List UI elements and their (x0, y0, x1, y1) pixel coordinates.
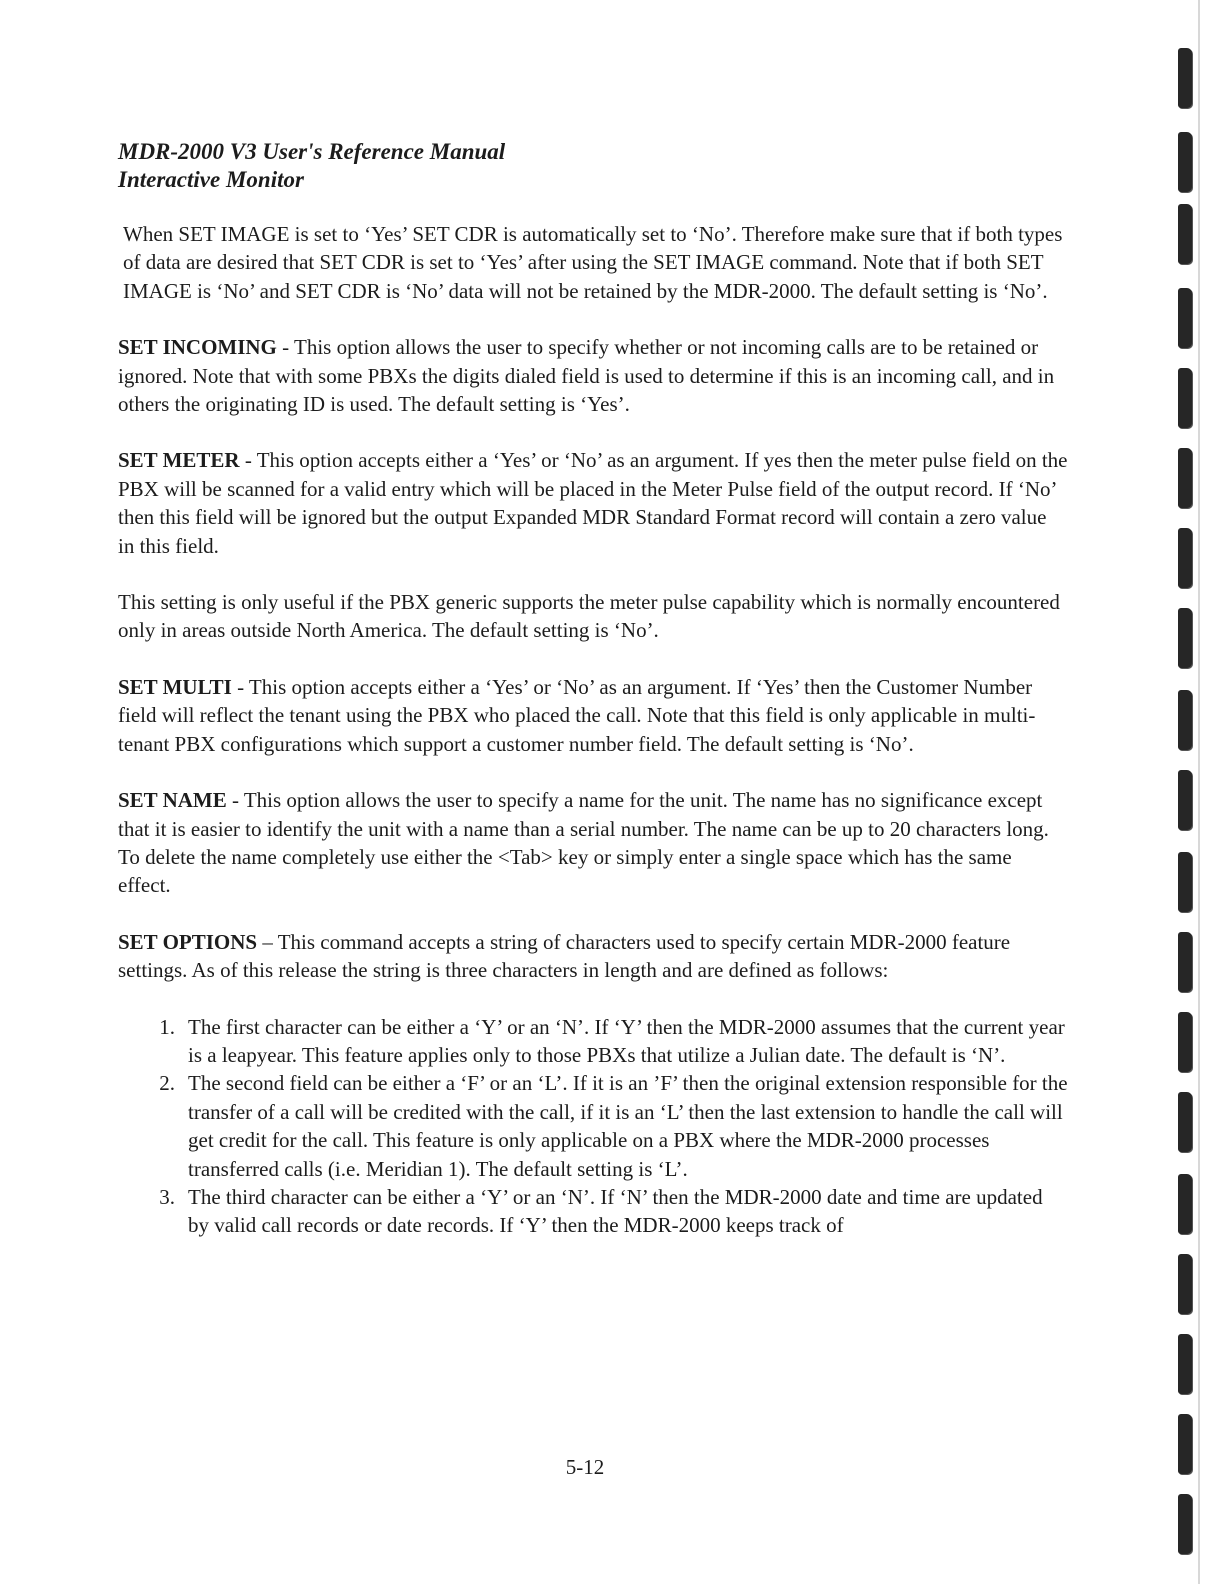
set-name-section (118, 786, 1068, 900)
intro-paragraph: When SET IMAGE is set to ‘Yes’ SET CDR is automatically set to ‘No’. Therefore make sure that if both types of data are desired that SET CDR is set to ‘Yes’ after using the SET IMAGE command. Note that if both SET IMAGE is ‘No’ and SET CDR is ‘No’ data will not be retained by the MDR-2000. The default setting is ‘No’. (123, 222, 1063, 303)
list-item (118, 1183, 1068, 1240)
binding-ring (1178, 528, 1192, 588)
set-incoming-section (118, 333, 1068, 418)
set-multi-term: SET MULTI (118, 674, 232, 699)
list-item (118, 1069, 1068, 1183)
chapter-title: Interactive Monitor (118, 167, 304, 192)
set-multi-section (118, 673, 1068, 758)
binding-ring (1178, 770, 1192, 830)
binding-ring (1178, 1254, 1192, 1314)
list-item-number: 3. (159, 1184, 175, 1209)
set-meter-note: This setting is only useful if the PBX generic supports the meter pulse capability which is normally encountered only in areas outside North America. The default setting is ‘No’. (118, 590, 1060, 643)
binding-ring (1178, 48, 1192, 108)
spiral-binding (1178, 0, 1208, 1584)
manual-title: MDR-2000 V3 User's Reference Manual (118, 139, 506, 164)
binding-ring (1178, 1174, 1192, 1234)
binding-ring (1178, 1494, 1192, 1554)
binding-ring (1178, 368, 1192, 428)
binding-ring (1178, 1012, 1192, 1072)
binding-ring (1178, 1092, 1192, 1152)
set-name-term: SET NAME (118, 788, 227, 813)
binding-ring (1178, 1334, 1192, 1394)
binding-ring (1178, 132, 1192, 192)
page-number: 5-12 (565, 1455, 605, 1479)
binding-ring (1178, 932, 1192, 992)
binding-ring (1178, 288, 1192, 348)
set-incoming-text: - This option allows the user to specify whether or not incoming calls are to be retained or ignored. Note that with some PBXs the digits dialed field is used to determine if this is an incoming call, and in others the originating ID is used. The default setting is ‘Yes’. (118, 335, 1055, 417)
set-meter-term: SET METER (118, 448, 240, 473)
binding-ring (1178, 448, 1192, 508)
binding-ring (1178, 608, 1192, 668)
list-item-number: 2. (159, 1071, 175, 1096)
set-meter-text: - This option accepts either a ‘Yes’ or ‘No’ as an argument. If yes then the meter pulse field on the PBX will be scanned for a valid entry which will be placed in the Meter Pulse field of the output record. If ‘No’ then this field will be ignored but the output Expanded MDR Standard Format record will contain a zero value in this field. (118, 448, 1068, 558)
options-list (118, 1013, 1068, 1240)
manual-page (118, 138, 1068, 1240)
list-item-number: 1. (159, 1014, 175, 1039)
list-item-text: The second field can be either a ‘F’ or an ‘L’. If it is an ’F’ then the original extension responsible for the transfer of a call will be credited with the call, if it is an ‘L’ then the last extension to handle the call will get credit for the call. This feature is only applicable on a PBX where the MDR-2000 processes transferred calls (i.e. Meridian 1). The default setting is ‘L’. (188, 1071, 1068, 1181)
set-meter-section (118, 446, 1068, 560)
list-item-text: The first character can be either a ‘Y’ or an ‘N’. If ‘Y’ then the MDR-2000 assumes that the current year is a leapyear. This feature applies only to those PBXs that utilize a Julian date. The default is ‘N’. (188, 1014, 1065, 1067)
list-item (118, 1013, 1068, 1070)
set-options-text: – This command accepts a string of characters used to specify certain MDR-2000 feature settings. As of this release the string is three characters in length and are defined as follows: (118, 929, 1011, 983)
binding-ring (1178, 852, 1192, 912)
set-options-section (118, 928, 1068, 985)
set-incoming-term: SET INCOMING (118, 335, 277, 360)
set-name-text: - This option allows the user to specify a name for the unit. The name has no significance except that it is easier to identify the unit with a name than a serial number. The name can be up to 20 characters long. To delete the name completely use either the <Tab> key or simply enter a single space which has the same effect. (118, 788, 1049, 898)
binding-ring (1178, 690, 1192, 750)
set-options-term: SET OPTIONS (118, 929, 258, 954)
set-multi-text: - This option accepts either a ‘Yes’ or ‘No’ as an argument. If ‘Yes’ then the Customer Number field will reflect the tenant using the PBX who placed the call. Note that this field is only applicable in multi-tenant PBX configurations which support a customer number field. The default setting is ‘No’. (118, 674, 1036, 756)
binding-ring (1178, 1414, 1192, 1474)
binding-ring (1178, 204, 1192, 264)
list-item-text: The third character can be either a ‘Y’ or an ‘N’. If ‘N’ then the MDR-2000 date and time are updated by valid call records or date records. If ‘Y’ then the MDR-2000 keeps track of (188, 1184, 1043, 1238)
page-header (118, 138, 1068, 194)
